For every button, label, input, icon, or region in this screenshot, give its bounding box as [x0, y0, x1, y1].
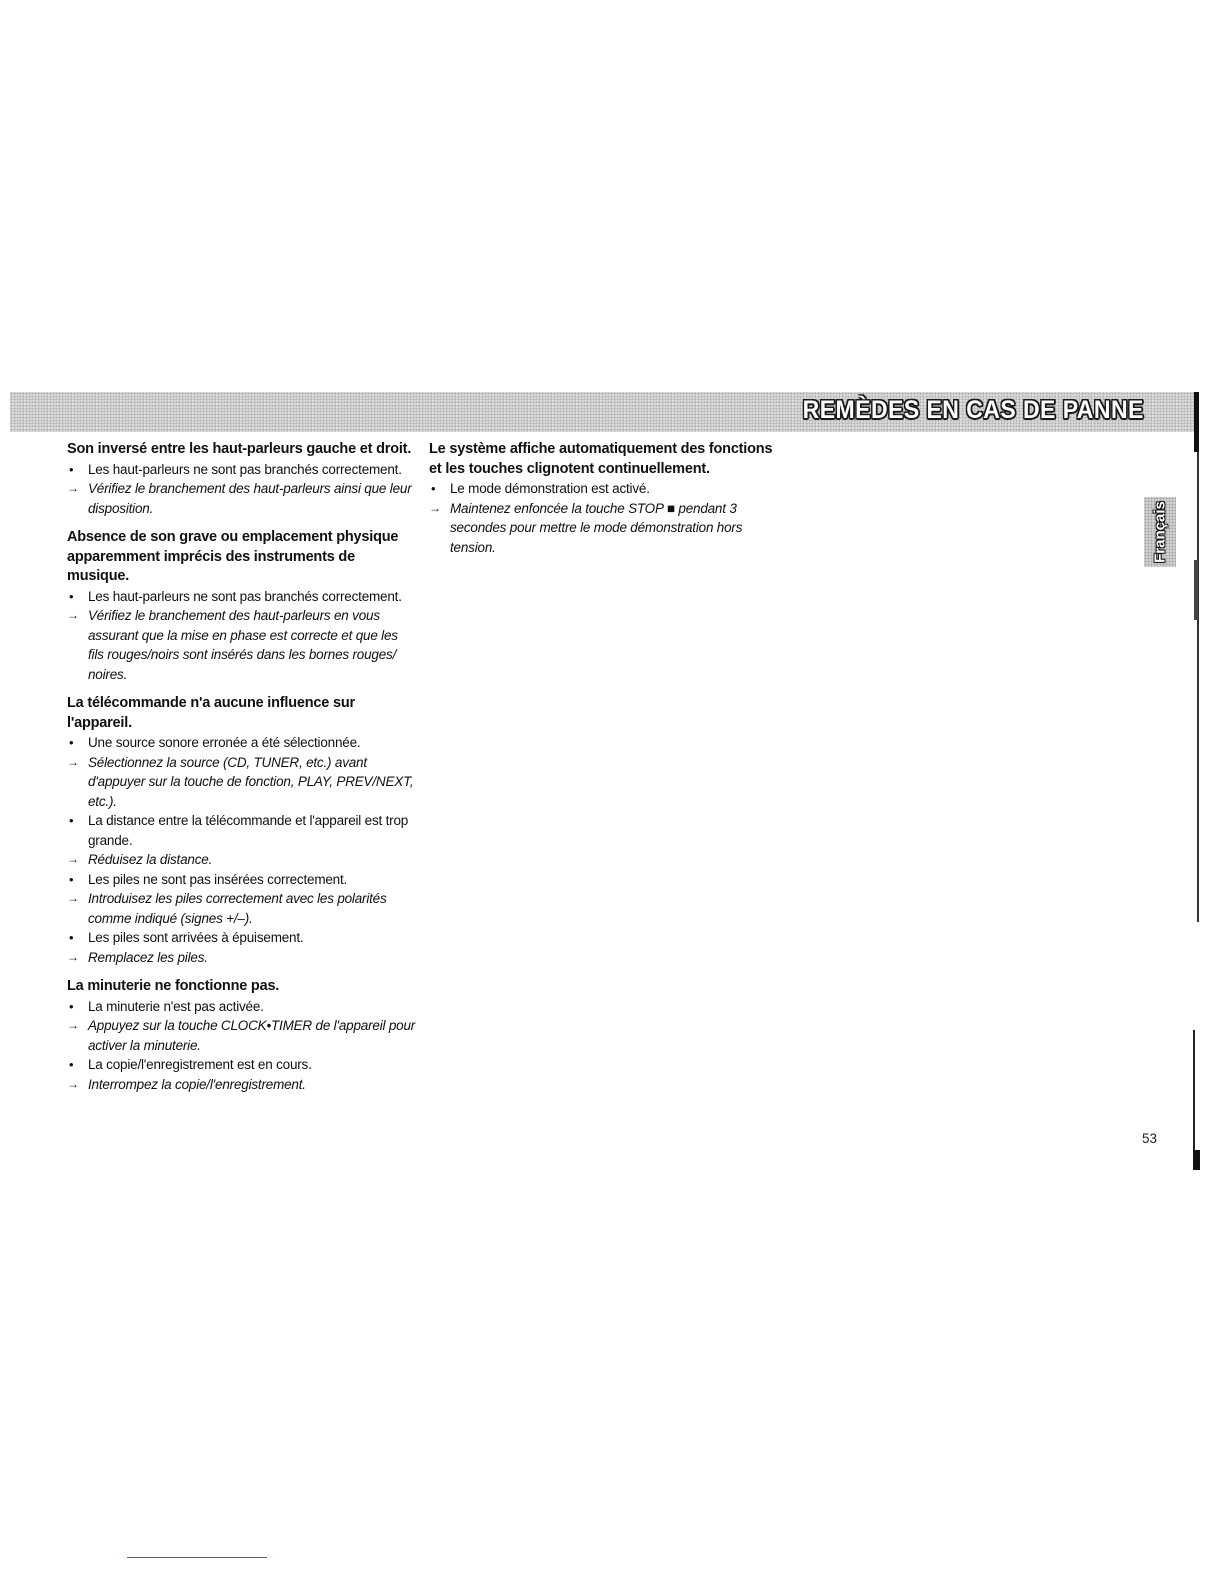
- bullet-icon: •: [69, 735, 74, 750]
- remedy-item: [67, 1016, 417, 1055]
- remedy-item: [67, 479, 417, 518]
- remedy-item: [67, 1075, 417, 1095]
- arrow-icon: →: [67, 481, 79, 495]
- remedy-text: Vérifiez le branchement des haut-parleurs ainsi que leur disposition.: [88, 481, 412, 516]
- remedy-text: Remplacez les piles.: [88, 949, 208, 965]
- remedy-text: Interrompez la copie/l'enregistrement.: [88, 1076, 306, 1092]
- arrow-icon: →: [67, 891, 79, 905]
- cause-item: [67, 870, 417, 890]
- section-no-bass: [67, 528, 417, 684]
- arrow-icon: →: [67, 1076, 79, 1091]
- section-title: La télécommande n'a aucune influence sur l'appareil.: [67, 695, 355, 731]
- arrow-icon: →: [67, 754, 79, 769]
- entry-list: [429, 479, 774, 557]
- cause-item: [67, 1055, 417, 1075]
- entry-list: [67, 733, 417, 967]
- page-title: REMÈDES EN CAS DE PANNE: [802, 396, 1144, 424]
- cause-item: [67, 587, 417, 607]
- footnote-rule: [127, 1557, 267, 1558]
- remedy-text: Vérifiez le branchement des haut-parleurs en vous assurant que la mise en phase est correcte et que les fils rouges/noirs sont insérés dans les bornes rouges/ noires.: [88, 608, 398, 682]
- cause-item: [67, 811, 417, 850]
- edge-line-lower: [1193, 1030, 1195, 1150]
- page-number: 53: [1142, 1131, 1158, 1146]
- remedy-item: [67, 753, 417, 812]
- cause-text: La copie/l'enregistrement est en cours.: [88, 1057, 312, 1072]
- left-column: [67, 440, 417, 1104]
- edge-mark: [1194, 560, 1198, 620]
- arrow-icon: →: [429, 500, 441, 515]
- cause-text: Les piles sont arrivées à épuisement.: [88, 930, 304, 945]
- entry-list: [67, 587, 417, 685]
- section-title: Le système affiche automatiquement des fonctions et les touches clignotent continuellement.: [429, 441, 773, 477]
- cause-text: La minuterie n'est pas activée.: [88, 998, 264, 1014]
- bullet-icon: •: [69, 588, 74, 604]
- arrow-icon: →: [67, 608, 79, 622]
- language-tab: [1144, 497, 1176, 567]
- remedy-text-continued: pendant 3 secondes pour mettre le mode démonstration hors tension.: [450, 500, 743, 555]
- language-tab-label: Français: [1151, 501, 1169, 563]
- section-timer: [67, 977, 417, 1094]
- edge-line: [1197, 452, 1199, 922]
- bullet-icon: •: [69, 813, 74, 828]
- entry-list: [67, 997, 417, 1095]
- remedy-text: Maintenez enfoncée la touche STOP: [450, 500, 664, 516]
- remedy-item: [67, 606, 417, 684]
- section-title: Son inversé entre les haut-parleurs gauche et droit.: [67, 441, 412, 457]
- remedy-text: Introduisez les piles correctement avec les polarités comme indiqué (signes +/–).: [88, 891, 387, 926]
- remedy-item: [67, 889, 417, 928]
- cause-text: Les haut-parleurs ne sont pas branchés correctement.: [88, 588, 402, 604]
- bullet-icon: •: [69, 871, 74, 887]
- remedy-item: [67, 948, 417, 968]
- bullet-icon: •: [69, 998, 74, 1014]
- stop-square-icon: ■: [666, 500, 675, 516]
- cause-item: [67, 928, 417, 948]
- cause-item: [67, 460, 417, 480]
- arrow-icon: →: [67, 1018, 79, 1032]
- cause-text: Le mode démonstration est activé.: [450, 481, 650, 496]
- right-column: [429, 440, 774, 567]
- remedy-item: [67, 850, 417, 870]
- cause-text: Une source sonore erronée a été sélectionnée.: [88, 735, 361, 750]
- arrow-icon: →: [67, 852, 79, 866]
- section-remote-control: [67, 694, 417, 967]
- cause-text: Les piles ne sont pas insérées correctement.: [88, 871, 348, 887]
- edge-foot: [1193, 1150, 1200, 1170]
- cause-item: [67, 997, 417, 1017]
- section-speakers-reversed: [67, 440, 417, 518]
- remedy-text: Appuyez sur la touche CLOCK•TIMER de l'appareil pour activer la minuterie.: [88, 1018, 416, 1053]
- bullet-icon: •: [69, 930, 74, 945]
- bullet-icon: •: [431, 481, 436, 496]
- edge-bar: [1194, 392, 1199, 452]
- cause-text: La distance entre la télécommande et l'appareil est trop grande.: [88, 813, 409, 848]
- entry-list: [67, 460, 417, 519]
- bullet-icon: •: [69, 461, 74, 477]
- section-title: La minuterie ne fonctionne pas.: [67, 978, 280, 994]
- cause-text: Les haut-parleurs ne sont pas branchés correctement.: [88, 461, 402, 477]
- section-demo-mode: [429, 440, 774, 557]
- header-band: [10, 392, 1194, 432]
- remedy-text: Sélectionnez la source (CD, TUNER, etc.) avant d'appuyer sur la touche de fonction, PLAY, PREV/NEXT, etc.).: [88, 754, 414, 809]
- remedy-text: Réduisez la distance.: [88, 852, 213, 867]
- cause-item: [67, 733, 417, 753]
- section-title: Absence de son grave ou emplacement physique apparemment imprécis des instruments de musique.: [67, 529, 399, 584]
- remedy-item: [429, 499, 774, 558]
- cause-item: [429, 479, 774, 499]
- arrow-icon: →: [67, 949, 79, 964]
- bullet-icon: •: [69, 1057, 74, 1072]
